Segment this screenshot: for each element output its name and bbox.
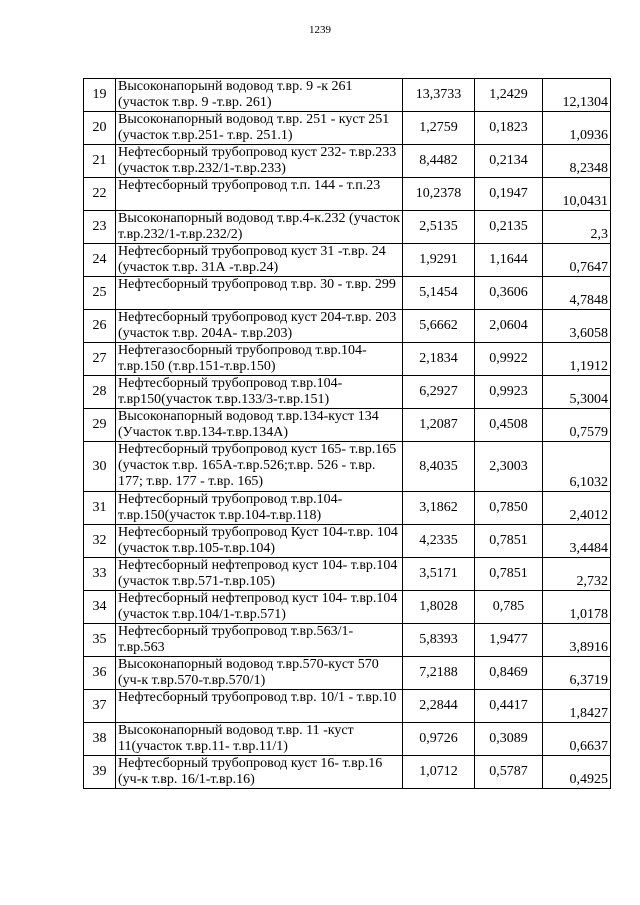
pipeline-description: Высоконапорный водовод т.вр.134-куст 134 (Участок т.вр.134-т.вр.134А): [116, 409, 403, 442]
value-col-1: 13,3733: [403, 79, 475, 112]
row-number: 22: [84, 178, 116, 211]
pipeline-description: Высоконапорынй водовод т.вр. 9 -к 261 (участок т.вр. 9 -т.вр. 261): [116, 79, 403, 112]
table-row: [84, 624, 611, 657]
value-col-3: 12,1304: [543, 79, 611, 112]
value-col-3: 5,3004: [543, 376, 611, 409]
row-number: 25: [84, 277, 116, 310]
table-row: [84, 211, 611, 244]
value-col-2: 2,0604: [475, 310, 543, 343]
value-col-2: 0,3606: [475, 277, 543, 310]
value-col-2: 0,7850: [475, 492, 543, 525]
pipeline-description: Нефтесборный трубопровод куст 165- т.вр.165 (участок т.вр. 165А-т.вр.526;т.вр. 526 - т.вр. 177; т.вр. 177 - т.вр. 165): [116, 442, 403, 492]
table-row: [84, 244, 611, 277]
value-col-1: 2,2844: [403, 690, 475, 723]
row-number: 29: [84, 409, 116, 442]
value-col-3: 4,7848: [543, 277, 611, 310]
row-number: 34: [84, 591, 116, 624]
pipeline-description: Высоконапорный водовод т.вр. 11 -куст 11(участок т.вр.11- т.вр.11/1): [116, 723, 403, 756]
row-number: 33: [84, 558, 116, 591]
value-col-1: 3,5171: [403, 558, 475, 591]
value-col-2: 0,1947: [475, 178, 543, 211]
value-col-1: 5,6662: [403, 310, 475, 343]
pipeline-description: Нефтесборный трубопровод куст 232- т.вр.233 (участок т.вр.232/1-т.вр.233): [116, 145, 403, 178]
row-number: 23: [84, 211, 116, 244]
row-number: 32: [84, 525, 116, 558]
value-col-3: 1,0936: [543, 112, 611, 145]
pipeline-description: Нефтесборный трубопровод Куст 104-т.вр. 104 (участок т.вр.105-т.вр.104): [116, 525, 403, 558]
value-col-2: 0,7851: [475, 558, 543, 591]
value-col-1: 4,2335: [403, 525, 475, 558]
value-col-1: 1,0712: [403, 756, 475, 789]
value-col-3: 6,3719: [543, 657, 611, 690]
table-row: [84, 409, 611, 442]
value-col-3: 1,8427: [543, 690, 611, 723]
value-col-2: 0,2135: [475, 211, 543, 244]
row-number: 21: [84, 145, 116, 178]
value-col-1: 10,2378: [403, 178, 475, 211]
pipeline-description: Нефтесборный трубопровод т.вр.104- т.вр150(участок т.вр.133/3-т.вр.151): [116, 376, 403, 409]
table-body: [84, 79, 611, 789]
table-row: [84, 492, 611, 525]
value-col-1: 7,2188: [403, 657, 475, 690]
value-col-3: 0,7579: [543, 409, 611, 442]
pipeline-description: Нефтесборный трубопровод куст 204-т.вр. 203 (участок т.вр. 204А- т.вр.203): [116, 310, 403, 343]
table-row: [84, 277, 611, 310]
pipeline-description: Высоконапорный водовод т.вр. 251 - куст 251 (участок т.вр.251- т.вр. 251.1): [116, 112, 403, 145]
row-number: 20: [84, 112, 116, 145]
pipeline-description: Нефтесборный трубопровод т.вр. 30 - т.вр. 299: [116, 277, 403, 310]
row-number: 35: [84, 624, 116, 657]
value-col-1: 2,5135: [403, 211, 475, 244]
value-col-2: 0,785: [475, 591, 543, 624]
pipeline-description: Нефтегазосборный трубопровод т.вр.104- т.вр.150 (т.вр.151-т.вр.150): [116, 343, 403, 376]
table-row: [84, 376, 611, 409]
pipeline-description: Нефтесборный трубопровод куст 16- т.вр.16 (уч-к т.вр. 16/1-т.вр.16): [116, 756, 403, 789]
table-row: [84, 558, 611, 591]
value-col-3: 0,4925: [543, 756, 611, 789]
value-col-3: 1,0178: [543, 591, 611, 624]
table-row: [84, 690, 611, 723]
value-col-2: 0,7851: [475, 525, 543, 558]
value-col-3: 2,3: [543, 211, 611, 244]
value-col-2: 0,5787: [475, 756, 543, 789]
value-col-2: 1,1644: [475, 244, 543, 277]
value-col-3: 6,1032: [543, 442, 611, 492]
value-col-3: 1,1912: [543, 343, 611, 376]
value-col-2: 0,1823: [475, 112, 543, 145]
pipeline-description: Нефтесборный нефтепровод куст 104- т.вр.104 (участок т.вр.571-т.вр.105): [116, 558, 403, 591]
row-number: 28: [84, 376, 116, 409]
value-col-3: 10,0431: [543, 178, 611, 211]
value-col-2: 2,3003: [475, 442, 543, 492]
row-number: 31: [84, 492, 116, 525]
value-col-1: 3,1862: [403, 492, 475, 525]
value-col-2: 0,2134: [475, 145, 543, 178]
value-col-1: 5,8393: [403, 624, 475, 657]
value-col-1: 5,1454: [403, 277, 475, 310]
table-row: [84, 343, 611, 376]
value-col-3: 0,7647: [543, 244, 611, 277]
pipeline-description: Нефтесборный трубопровод куст 31 -т.вр. 24 (участок т.вр. 31А -т.вр.24): [116, 244, 403, 277]
table-row: [84, 112, 611, 145]
table-row: [84, 723, 611, 756]
table-row: [84, 310, 611, 343]
value-col-1: 1,9291: [403, 244, 475, 277]
table-row: [84, 591, 611, 624]
pipeline-description: Нефтесборный трубопровод т.вр.563/1- т.вр.563: [116, 624, 403, 657]
value-col-2: 0,9922: [475, 343, 543, 376]
table-row: [84, 657, 611, 690]
value-col-2: 1,2429: [475, 79, 543, 112]
value-col-1: 6,2927: [403, 376, 475, 409]
value-col-2: 0,9923: [475, 376, 543, 409]
value-col-3: 3,8916: [543, 624, 611, 657]
row-number: 39: [84, 756, 116, 789]
pipeline-description: Нефтесборный трубопровод т.вр.104- т.вр.150(участок т.вр.104-т.вр.118): [116, 492, 403, 525]
value-col-3: 8,2348: [543, 145, 611, 178]
row-number: 37: [84, 690, 116, 723]
value-col-3: 3,6058: [543, 310, 611, 343]
table-row: [84, 178, 611, 211]
value-col-1: 1,2759: [403, 112, 475, 145]
value-col-1: 0,9726: [403, 723, 475, 756]
table-row: [84, 442, 611, 492]
page-number: 1239: [309, 24, 331, 36]
value-col-1: 1,2087: [403, 409, 475, 442]
value-col-2: 1,9477: [475, 624, 543, 657]
value-col-1: 1,8028: [403, 591, 475, 624]
pipeline-description: Нефтесборный нефтепровод куст 104- т.вр.104 (участок т.вр.104/1-т.вр.571): [116, 591, 403, 624]
table-row: [84, 525, 611, 558]
pipeline-description: Нефтесборный трубопровод т.вр. 10/1 - т.вр.10: [116, 690, 403, 723]
value-col-1: 2,1834: [403, 343, 475, 376]
table-row: [84, 145, 611, 178]
value-col-1: 8,4035: [403, 442, 475, 492]
pipeline-description: Нефтесборный трубопровод т.п. 144 - т.п.23: [116, 178, 403, 211]
value-col-3: 3,4484: [543, 525, 611, 558]
row-number: 38: [84, 723, 116, 756]
value-col-2: 0,4508: [475, 409, 543, 442]
row-number: 24: [84, 244, 116, 277]
pipeline-table: [83, 78, 611, 789]
value-col-1: 8,4482: [403, 145, 475, 178]
row-number: 36: [84, 657, 116, 690]
pipeline-description: Высоконапорный водовод т.вр.570-куст 570 (уч-к т.вр.570-т.вр.570/1): [116, 657, 403, 690]
row-number: 26: [84, 310, 116, 343]
row-number: 30: [84, 442, 116, 492]
pipeline-description: Высоконапорный водовод т.вр.4-к.232 (участок т.вр.232/1-т.вр.232/2): [116, 211, 403, 244]
value-col-3: 2,732: [543, 558, 611, 591]
value-col-3: 2,4012: [543, 492, 611, 525]
value-col-3: 0,6637: [543, 723, 611, 756]
table-row: [84, 756, 611, 789]
table-row: [84, 79, 611, 112]
value-col-2: 0,4417: [475, 690, 543, 723]
row-number: 19: [84, 79, 116, 112]
row-number: 27: [84, 343, 116, 376]
value-col-2: 0,3089: [475, 723, 543, 756]
value-col-2: 0,8469: [475, 657, 543, 690]
